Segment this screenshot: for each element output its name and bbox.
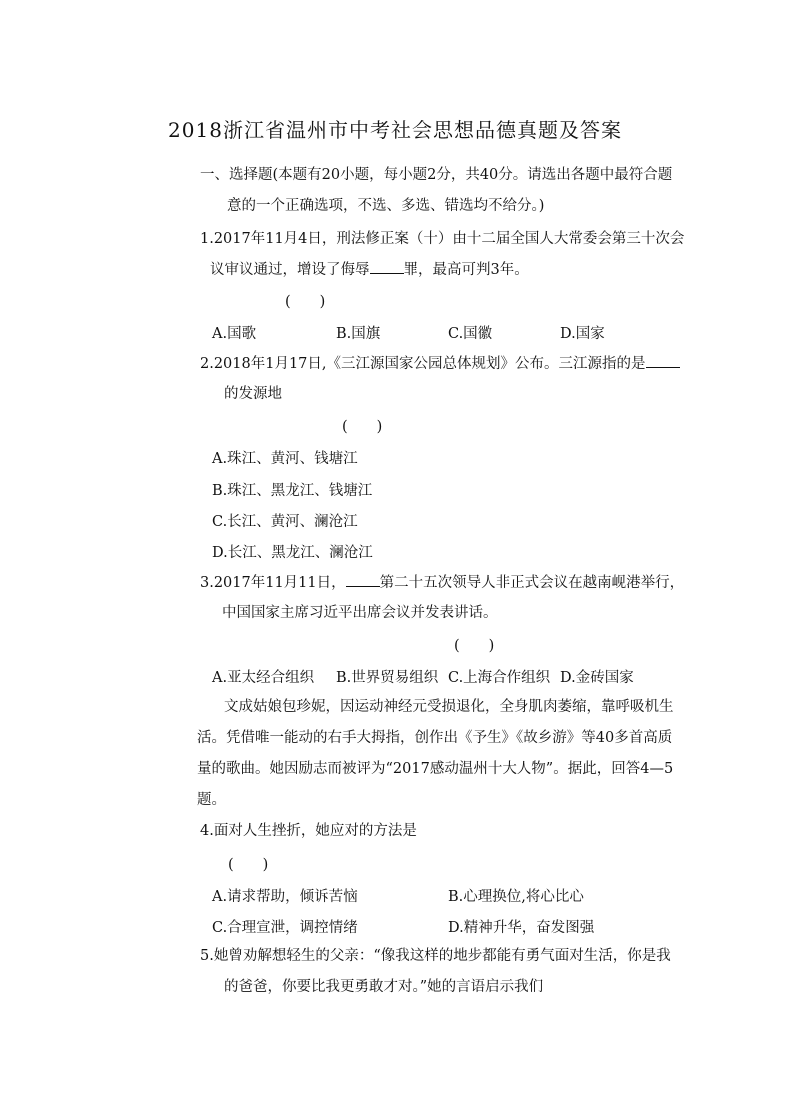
page-title: 2018浙江省温州市中考社会思想品德真题及答案 — [168, 118, 622, 142]
q1-line2 — [210, 259, 529, 280]
q1-option-c: C.国徽 — [448, 326, 493, 342]
q3-option-b: B.世界贸易组织 — [336, 670, 439, 686]
q4-line1: 4.面对人生挫折，她应对的方法是 — [200, 823, 417, 839]
q4-option-a: A.请求帮助，倾诉苦恼 — [212, 889, 358, 905]
q3-line1-text-b: 第二十五次领导人非正式会议在越南岘港举行， — [379, 575, 685, 591]
q3-answer-blank — [346, 572, 380, 587]
passage-line4: 题。 — [197, 792, 226, 808]
q5-line1: 5.她曾劝解想轻生的父亲：“像我这样的地步都能有勇气面对生活，你是我 — [200, 948, 671, 964]
q3-line2: 中国国家主席习近平出席会议并发表讲话。 — [222, 605, 498, 621]
q1-answer-blank — [370, 259, 404, 274]
q4-option-b: B.心理换位,将心比心 — [448, 889, 584, 905]
q2-line2: 的发源地 — [224, 386, 282, 402]
q1-option-a: A.国歌 — [212, 326, 257, 342]
passage-line1: 文成姑娘包珍妮，因运动神经元受损退化，全身肌肉萎缩，靠呼吸机生 — [224, 699, 674, 715]
q2-line1-text: 2.2018年1月17日,《三江源国家公园总体规划》公布。三江源指的是 — [200, 356, 646, 372]
q1-answer-parens: ( ) — [285, 294, 326, 310]
q1-option-b: B.国旗 — [336, 326, 381, 342]
q2-option-c: C.长江、黄河、澜沧江 — [212, 514, 358, 530]
q2-option-a: A.珠江、黄河、钱塘江 — [212, 451, 358, 467]
q2-answer-blank — [646, 353, 680, 368]
passage-line3: 量的歌曲。她因励志而被评为“2017感动温州十大人物”。据此，回答4—5 — [197, 761, 674, 777]
q3-option-a: A.亚太经合组织 — [212, 670, 315, 686]
q1-option-d: D.国家 — [560, 326, 605, 342]
q3-option-c: C.上海合作组织 — [448, 670, 551, 686]
q4-option-d: D.精神升华，奋发图强 — [448, 920, 595, 936]
q2-option-d: D.长江、黑龙江、澜沧江 — [212, 545, 373, 561]
passage-line2: 活。凭借唯一能动的右手大拇指，创作出《予生》《故乡游》等40多首高质 — [197, 730, 673, 746]
section-header-line2: 意的一个正确选项，不选、多选、错选均不给分。) — [227, 198, 545, 214]
q1-line2-text-a: 议审议通过，增设了侮辱 — [210, 262, 370, 278]
q2-option-b: B.珠江、黑龙江、钱塘江 — [212, 483, 373, 499]
q2-line1 — [200, 353, 680, 374]
q5-line2: 的爸爸，你要比我更勇敢才对。”她的言语启示我们 — [224, 979, 544, 995]
section-header-line1: 一、选择题(本题有20小题，每小题2分，共40分。请选出各题中最符合题 — [200, 167, 673, 183]
q3-answer-parens: ( ) — [454, 638, 495, 654]
q1-line2-text-b: 罪，最高可判3年。 — [403, 262, 529, 278]
q3-option-d: D.金砖国家 — [560, 670, 634, 686]
q2-answer-parens: ( ) — [342, 419, 383, 435]
q3-line1-text-a: 3.2017年11月11日， — [200, 575, 346, 591]
q1-line1: 1.2017年11月4日，刑法修正案（十）由十二届全国人大常委会第三十次会 — [200, 231, 685, 247]
q4-option-c: C.合理宣泄，调控情绪 — [212, 920, 358, 936]
q3-line1 — [200, 572, 684, 593]
q4-answer-parens: ( ) — [228, 857, 269, 873]
